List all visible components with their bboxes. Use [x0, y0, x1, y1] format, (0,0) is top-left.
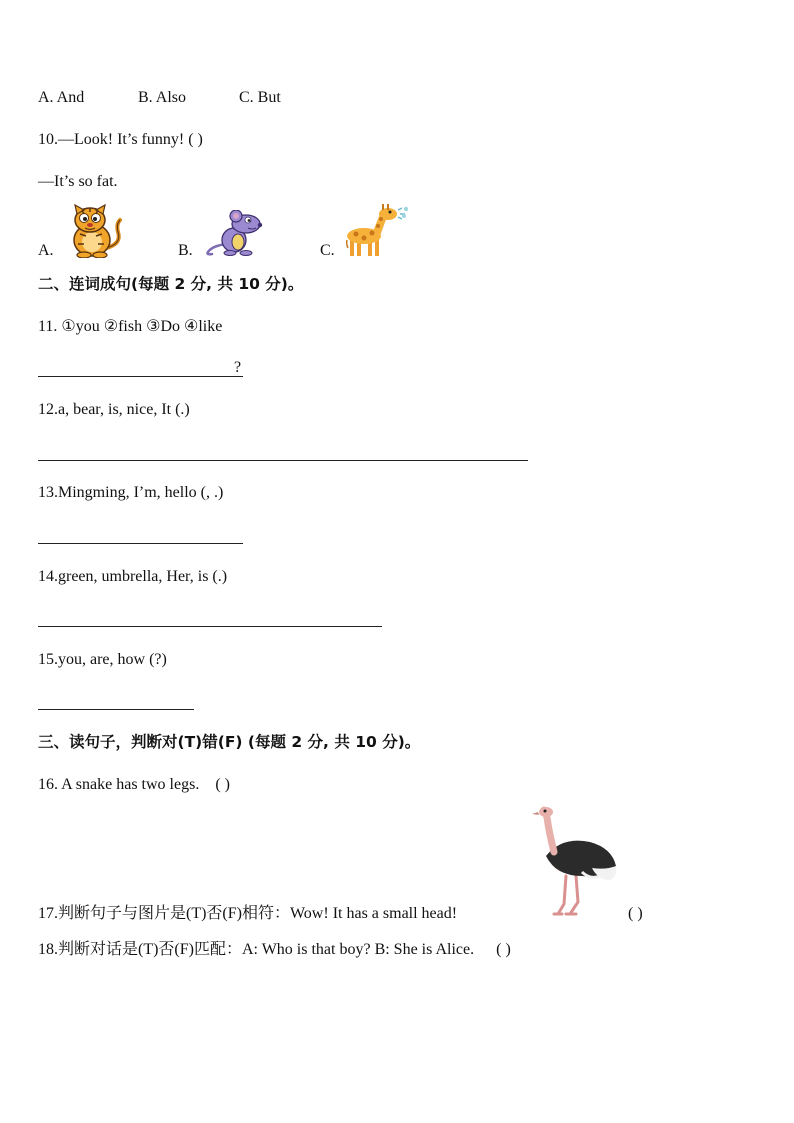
q11-end-mark: ? [234, 359, 242, 376]
q16-text [38, 775, 230, 795]
q17-answer-paren[interactable]: ( ) [628, 905, 643, 922]
q10-question: 10.—Look! It’s funny! ( ) [38, 131, 203, 148]
q14-text: 14.green, umbrella, Her, is (.) [38, 568, 228, 585]
q18-answer-paren[interactable]: ( ) [496, 941, 511, 958]
q13-answer-line[interactable] [38, 543, 243, 544]
giraffe-icon[interactable] [344, 204, 410, 258]
q17-text: 17.判断句子与图片是(T)否(F)相符：Wow! It has a small head! [38, 905, 458, 922]
q10-option-c-label[interactable]: C. [320, 242, 335, 259]
q9-options [38, 88, 281, 108]
q10-option-a-label[interactable]: A. [38, 242, 54, 259]
q12-answer-line[interactable] [38, 460, 528, 461]
q18-text [38, 940, 511, 960]
q11-answer-line[interactable] [38, 376, 243, 377]
q13-text: 13.Mingming, I’m, hello (, .) [38, 484, 224, 501]
section3-heading: 三、读句子，判断对(T)错(F) (每题 2 分, 共 10 分)。 [38, 733, 421, 751]
q18-sentence: 18.判断对话是(T)否(F)匹配：A: Who is that boy? B: She is Alice. [38, 941, 475, 958]
q9-option-b[interactable]: B. Also [138, 89, 187, 106]
q16-answer-paren[interactable]: ( ) [215, 776, 230, 793]
q10-reply: —It’s so fat. [38, 173, 118, 190]
q16-sentence: 16. A snake has two legs. [38, 776, 200, 793]
tiger-icon[interactable] [62, 204, 124, 258]
q15-text: 15.you, are, how (?) [38, 651, 167, 668]
q11-text: 11. ①you ②fish ③Do ④like [38, 318, 223, 335]
q10-option-b-label[interactable]: B. [178, 242, 193, 259]
ostrich-icon [532, 806, 620, 920]
q14-answer-line[interactable] [38, 626, 382, 627]
section2-heading: 二、连词成句(每题 2 分, 共 10 分)。 [38, 275, 304, 293]
q15-answer-line[interactable] [38, 709, 194, 710]
q9-option-c[interactable]: C. But [239, 89, 281, 106]
q9-option-a[interactable]: A. And [38, 89, 85, 106]
mouse-icon[interactable] [204, 210, 266, 256]
q12-text: 12.a, bear, is, nice, It (.) [38, 401, 190, 418]
